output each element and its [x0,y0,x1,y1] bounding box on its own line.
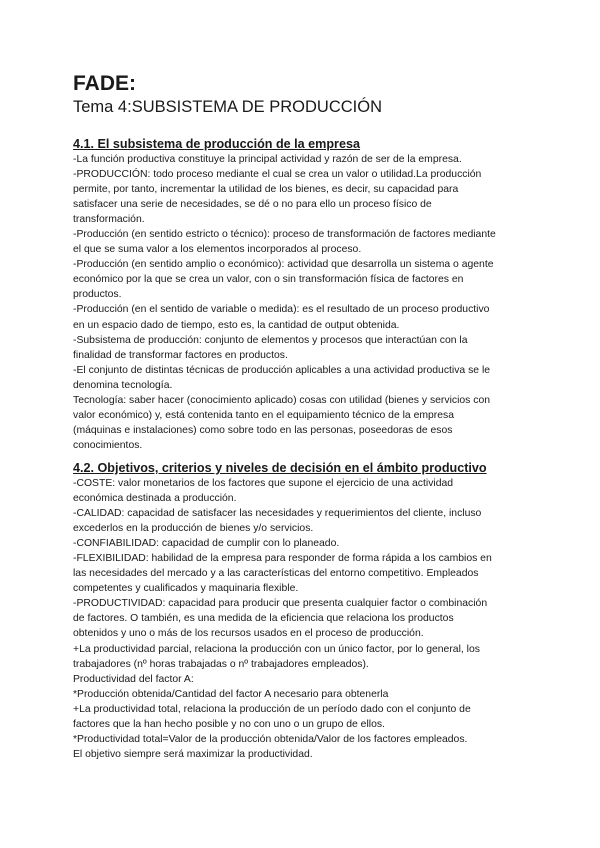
text-line: -CALIDAD: capacidad de satisfacer las necesidades y requerimientos del cliente, incluso [73,508,482,520]
text-line: El objetivo siempre será maximizar la productividad. [73,748,313,760]
section-4-1 [73,136,543,453]
text-line: conocimientos. [73,439,143,451]
text-line: -Subsistema de producción: conjunto de elementos y procesos que interactúan con la [73,334,468,346]
section-4-2 [73,460,543,762]
text-line: denomina tecnología. [73,379,173,391]
text-line: excederlos en la producción de bienes y/o servicios. [73,523,314,535]
text-line: obtenidos y uno o más de los recursos usados en el proceso de producción. [73,628,424,640]
text-line: -PRODUCCIÓN: todo proceso mediante el cual se crea un valor o utilidad.La producción [73,169,482,181]
text-line: -PRODUCTIVIDAD: capacidad para producir que presenta cualquier factor o combinación [73,598,488,610]
text-line: valor económico) y, está contenida tanto en el equipamiento técnico de la empresa [73,409,455,421]
text-line: trabajadores (nº horas trabajadas o nº trabajadores empleados). [73,658,369,670]
text-line: finalidad de transformar factores en productos. [73,349,288,361]
text-line: (máquinas e instalaciones) como sobre todo en las personas, poseedoras de esos [73,424,453,436]
text-line: el que se suma valor a los elementos incorporados al proceso. [73,244,362,256]
text-line: *Producción obtenida/Cantidad del factor A necesario para obtenerla [73,688,389,700]
section-heading: 4.2. Objetivos, criterios y niveles de decisión en el ámbito productivo [73,461,487,475]
section-body [73,476,543,762]
text-line: *Productividad total=Valor de la producción obtenida/Valor de los factores empleados. [73,733,468,745]
text-line: -El conjunto de distintas técnicas de producción aplicables a una actividad productiva se le [73,364,491,376]
text-line: factores que la han hecho posible y no con uno o un grupo de ellos. [73,718,385,730]
text-line: en un espacio dado de tiempo, esto es, la cantidad de output obtenida. [73,319,400,331]
text-line: +La productividad parcial, relaciona la producción con un único factor, por lo general, los [73,643,480,655]
text-line: económica destinada a producción. [73,493,237,505]
text-line: -Producción (en sentido amplio o económico): actividad que desarrolla un sistema o agente [73,259,494,271]
document-subtitle: Tema 4:SUBSISTEMA DE PRODUCCIÓN [73,98,382,116]
text-line: Productividad del factor A: [73,673,194,685]
text-line: Tecnología: saber hacer (conocimiento aplicado) cosas con utilidad (bienes y servicios con [73,394,490,406]
text-line: -Producción (en el sentido de variable o medida): es el resultado de un proceso productivo [73,304,490,316]
text-line: -Producción (en sentido estricto o técnico): proceso de transformación de factores mediante [73,229,496,241]
text-line: permite, por tanto, incrementar la utilidad de los bienes, es decir, su capacidad para [73,184,459,196]
text-line: -FLEXIBILIDAD: habilidad de la empresa para responder de forma rápida a los cambios en [73,553,492,565]
text-line: -COSTE: valor monetarios de los factores que supone el ejercicio de una actividad [73,478,454,489]
text-line: competentes y cualificados y maquinaria flexible. [73,583,299,595]
section-heading: 4.1. El subsistema de producción de la empresa [73,137,360,151]
text-line: -CONFIABILIDAD: capacidad de cumplir con lo planeado. [73,538,340,550]
text-line: transformación. [73,214,145,226]
text-line: +La productividad total, relaciona la producción de un período dado con el conjunto de [73,703,471,715]
text-line: económico por la que se crea un valor, con o sin transformación física de factores en [73,274,464,286]
text-line: las necesidades del mercado y a las características del entorno competitivo. Empleados [73,568,479,580]
text-line: satisfacer una serie de necesidades, se dé o no para ello un proceso físico de [73,199,432,211]
text-line: -La función productiva constituye la principal actividad y razón de ser de la empresa. [73,154,462,165]
text-line: productos. [73,289,122,301]
document-title: FADE: [73,72,136,95]
text-line: de factores. O también, es una medida de la eficiencia que relaciona los productos [73,613,454,625]
section-body [73,152,543,453]
